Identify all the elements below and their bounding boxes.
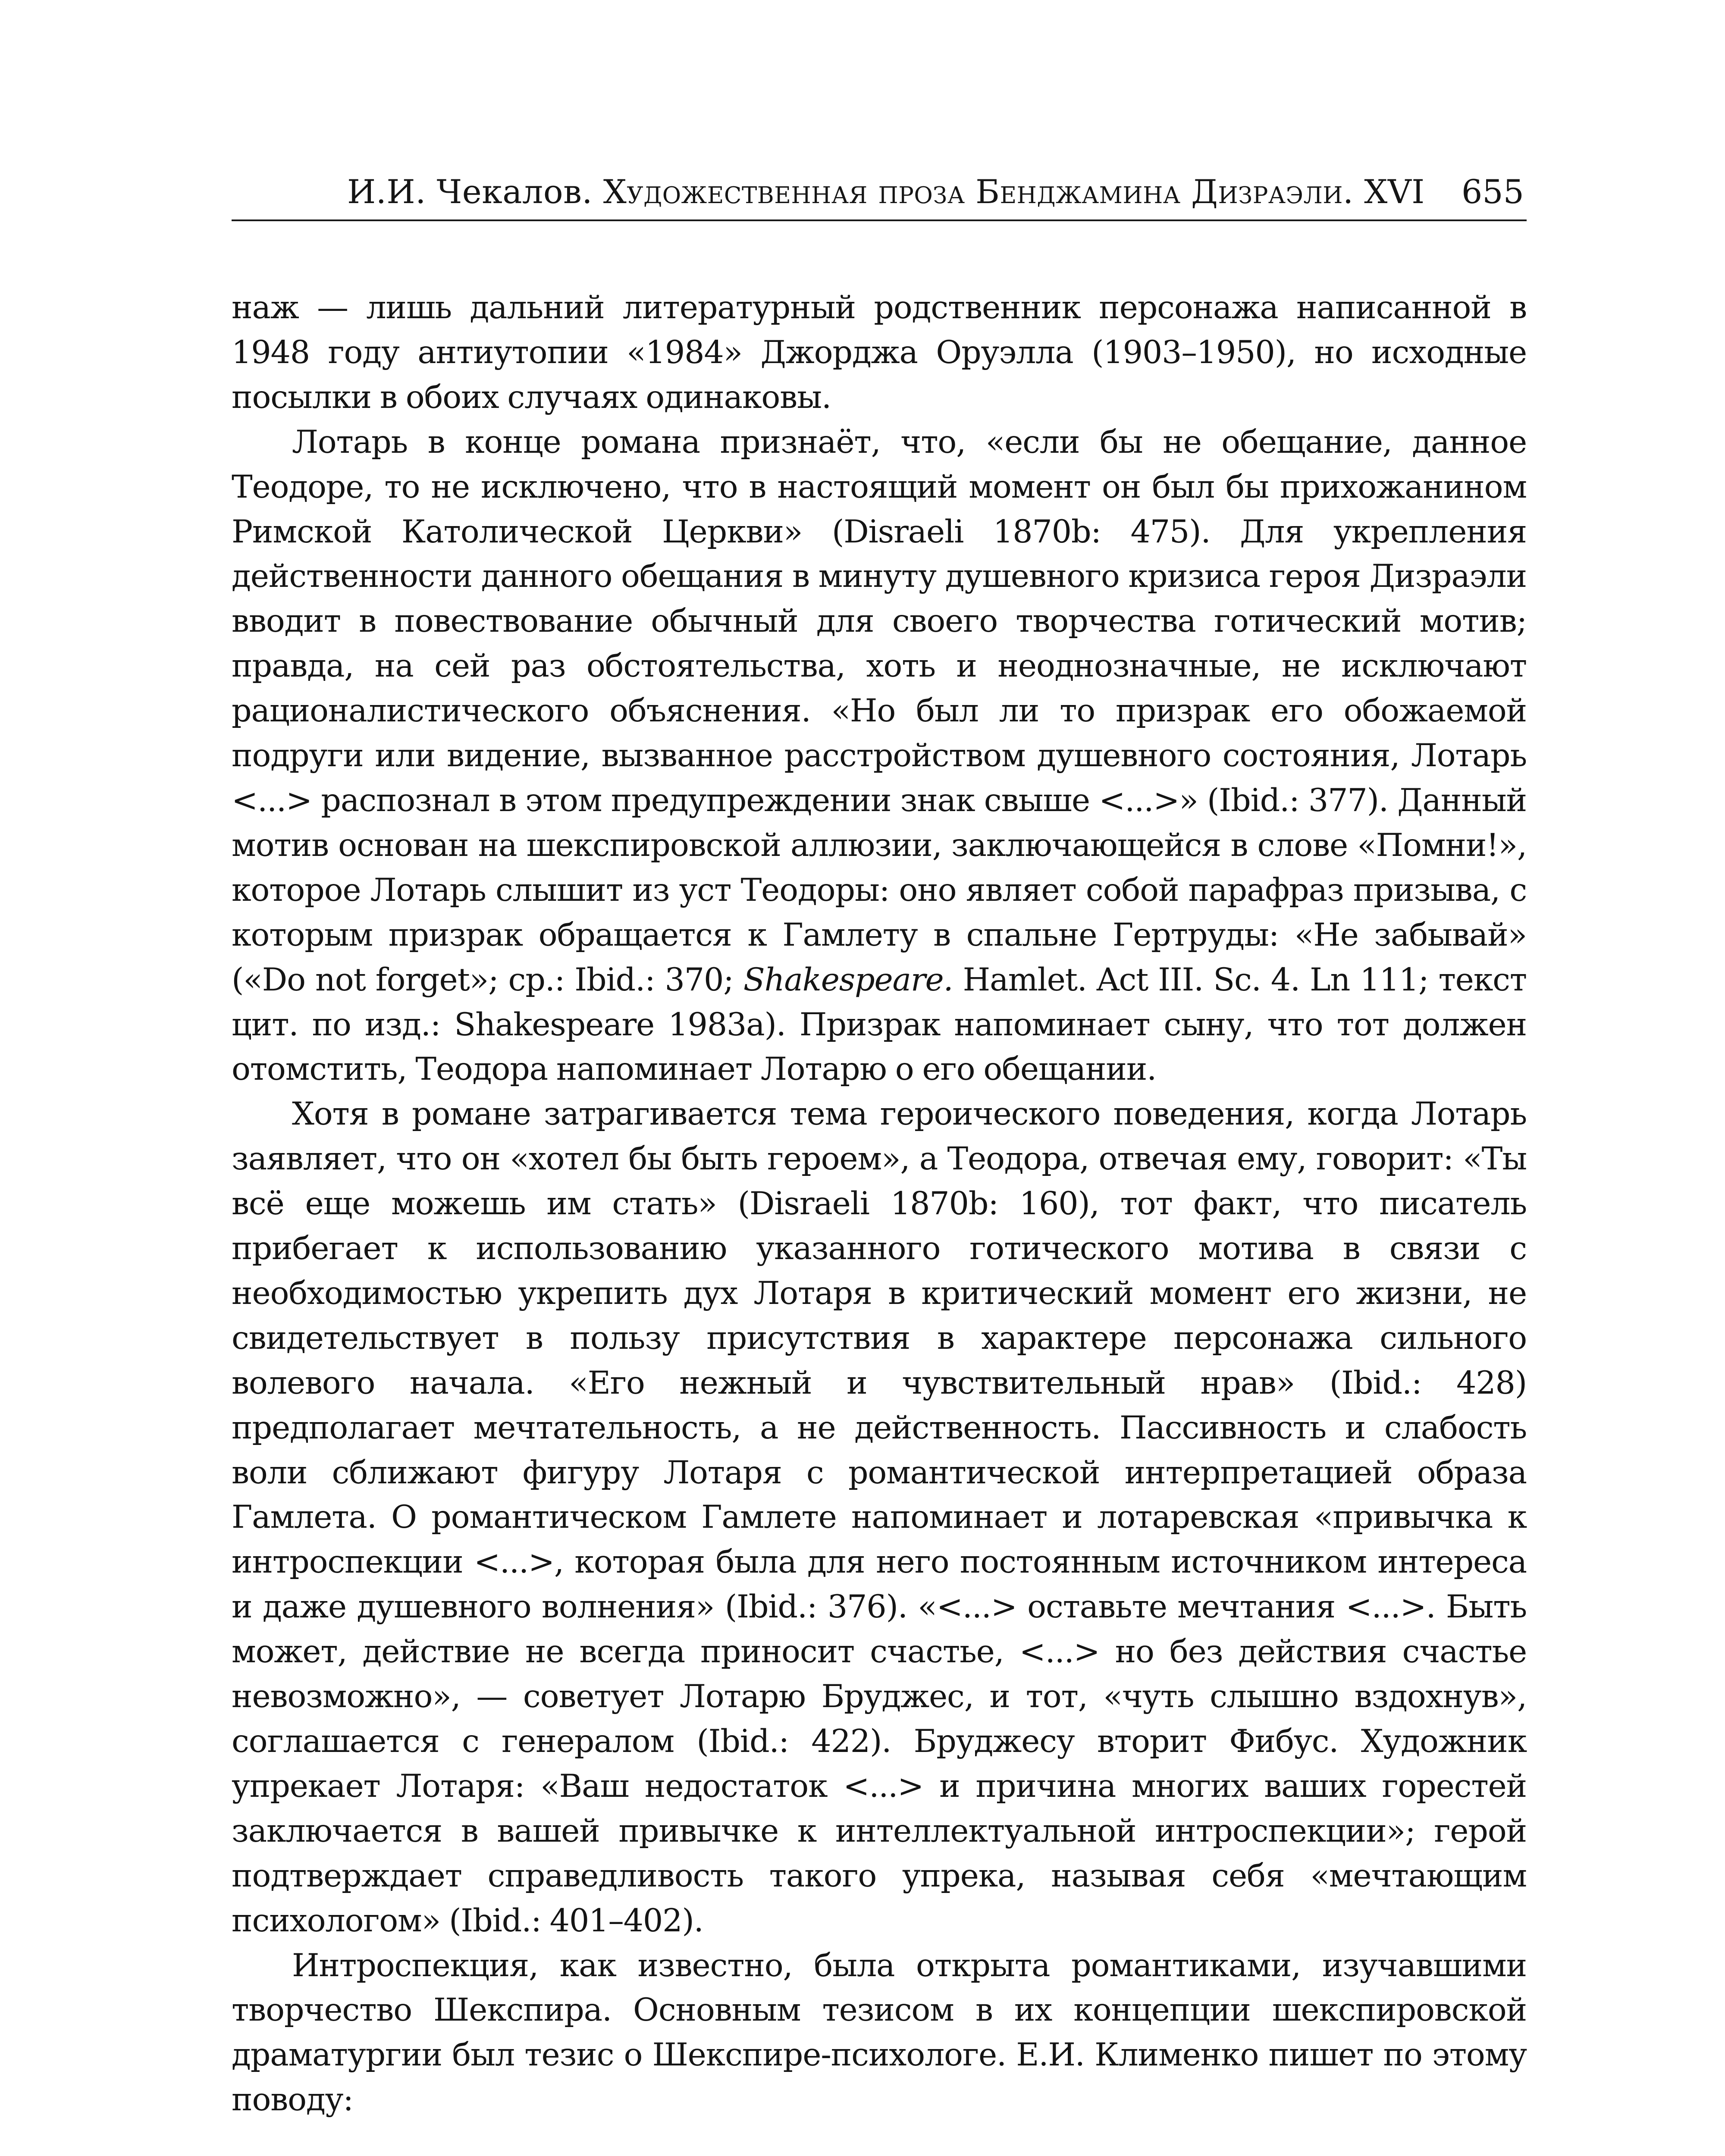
- paragraph-2-text-after: Hamlet. Act III. Sc. 4. Ln 111; текст цит. по изд.: Shakespeare 1983a). Призрак напоминает сыну, что тот должен отомстить, Теодора напоминает Лотарю о его обещании.: [232, 961, 1527, 1088]
- paragraph-1: [232, 285, 1527, 420]
- running-head: [232, 167, 1527, 217]
- header-rule: [232, 219, 1527, 221]
- running-head-title: [347, 172, 1425, 211]
- paragraph-2-italic: Shakespeare.: [743, 961, 953, 998]
- page-number: 655: [1461, 172, 1524, 211]
- author-name: И.И. Чекалов.: [347, 172, 593, 211]
- paragraph-2: [232, 420, 1527, 1092]
- book-title: Художественная проза Бенджамина Дизраэли. XVI: [603, 172, 1425, 211]
- paragraph-4: [232, 1943, 1527, 2123]
- body-text: [232, 285, 1527, 2122]
- paragraph-4-text: Интроспекция, как известно, была открыта романтиками, изучавшими творчество Шекспира. Основным тезисом в их концепции шекспировской драматургии был тезис о Шекспире-психологе. Е.И. Клименко пишет по этому поводу:: [232, 1947, 1527, 2118]
- paragraph-3: [232, 1092, 1527, 1943]
- paragraph-3-text: Хотя в романе затрагивается тема героического поведения, когда Лотарь заявляет, что он «хотел бы быть героем», а Теодора, отвечая ему, говорит: «Ты всё еще можешь им стать» (Disraeli 1870b: 160), тот факт, что писатель прибегает к использованию указанного готического мотива в связи с необходимостью укрепить дух Лотаря в критический момент его жизни, не свидетельствует в пользу присутствия в характере персонажа сильного волевого начала. «Его нежный и чувствительный нрав» (Ibid.: 428) предполагает мечтательность, а не действенность. Пассивность и слабость воли сближают фигуру Лотаря с романтической интерпретацией образа Гамлета. О романтическом Гамлете напоминает и лотаревская «привычка к интроспекции <...>, которая была для него постоянным источником интереса и даже душевного волнения» (Ibid.: 376). «<...> оставьте мечтания <...>. Быть может, действие не всегда приносит счастье, <...> но без действия счастье невозможно», — советует Лотарю Бруджес, и тот, «чуть слышно вздохнув», соглашается с генералом (Ibid.: 422). Бруджесу вторит Фибус. Художник упрекает Лотаря: «Ваш недостаток <...> и причина многих ваших горестей заключается в вашей привычке к интеллектуальной интроспекции»; герой подтверждает справедливость такого упрека, называя себя «мечтающим психологом» (Ibid.: 401–402).: [232, 1096, 1527, 1939]
- paragraph-1-text: наж — лишь дальний литературный родственник персонажа написанной в 1948 году антиутопии «1984» Джорджа Оруэлла (1903–1950), но исходные посылки в обоих случаях одинаковы.: [232, 289, 1527, 416]
- paragraph-2-text: Лотарь в конце романа признаёт, что, «если бы не обещание, данное Теодоре, то не исключено, что в настоящий момент он был бы прихожанином Римской Католической Церкви» (Disraeli 1870b: 475). Для укрепления действенности данного обещания в минуту душевного кризиса героя Дизраэли вводит в повествование обычный для своего творчества готический мотив; правда, на сей раз обстоятельства, хоть и неоднозначные, не исключают рационалистического объяснения. «Но был ли то призрак его обожаемой подруги или видение, вызванное расстройством душевного состояния, Лотарь <...> распознал в этом предупреждении знак свыше <...>» (Ibid.: 377). Данный мотив основан на шекспировской аллюзии, заключающейся в слове «Помни!», которое Лотарь слышит из уст Теодоры: оно являет собой парафраз призыва, с которым призрак обращается к Гамлету в спальне Гертруды: «Не забывай» («Do not forget»; ср.: Ibid.: 370;: [232, 423, 1527, 998]
